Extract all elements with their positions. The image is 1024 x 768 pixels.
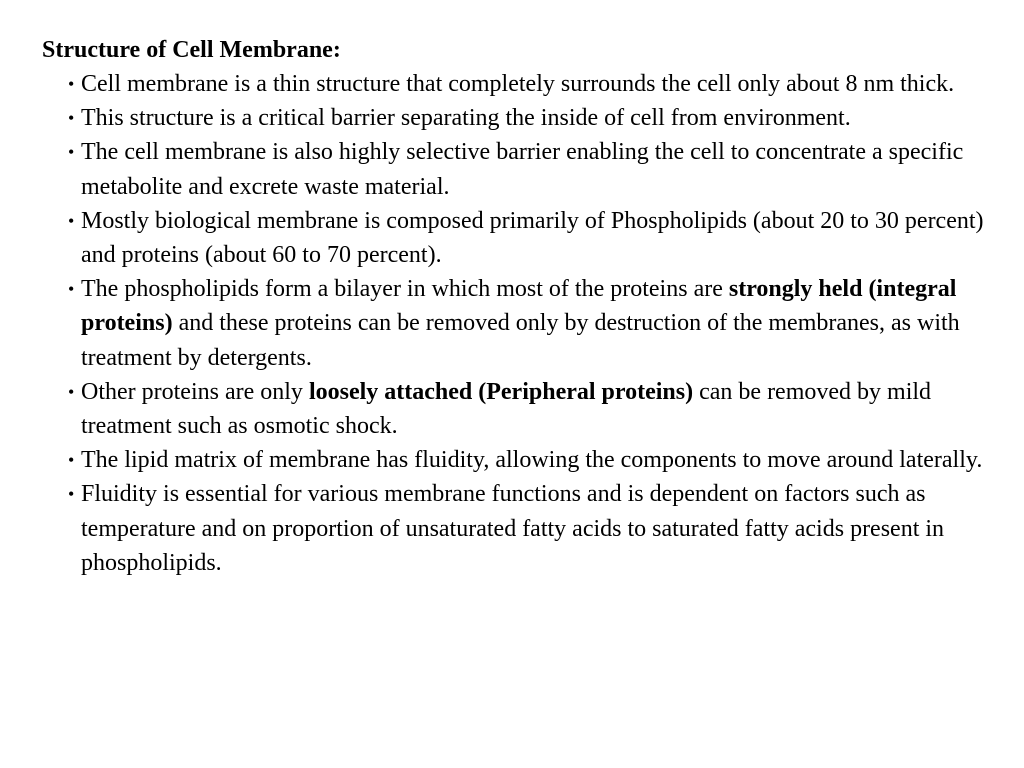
bullet-text: Fluidity is essential for various membrane functions and is dependent on factors such as temperature and on proportion of unsaturated fatty acids to saturated fatty acids present in phospholipids. [81,481,945,576]
bullet-dot-icon: • [68,381,75,402]
bullet-text: Other proteins are only [81,378,309,405]
bullet-text: and these proteins can be removed only by destruction of the membranes, as with treatment by detergents. [81,310,960,371]
bullet-item [0,375,986,443]
bullet-dot-icon: • [68,450,75,471]
bullet-item [0,67,986,101]
slide-title: Structure of Cell Membrane: [42,37,341,63]
bullet-text: Cell membrane is a thin structure that completely surrounds the cell only about 8 nm thick. [81,71,955,97]
bullet-text: The cell membrane is also highly selective barrier enabling the cell to concentrate a specific metabolite and excrete waste material. [81,139,964,200]
bullet-emphasis: loosely attached (Peripheral proteins) [308,378,694,405]
bullet-text: The phospholipids form a bilayer in which most of the proteins are [81,276,729,303]
bullet-item [0,204,986,272]
bullet-text: The lipid matrix of membrane has fluidity, allowing the components to move around laterally. [81,447,983,474]
bullet-item [0,272,986,375]
bullet-dot-icon: • [68,210,75,231]
bullet-item [0,101,986,135]
bullet-item [0,135,986,203]
bullet-text: can be removed by mild treatment such as osmotic shock. [81,378,932,440]
bullet-emphasis: strongly held (integral proteins) [81,276,957,337]
bullet-dot-icon: • [68,108,75,129]
bullet-item [0,477,986,580]
bullet-dot-icon: • [68,142,75,163]
bullet-list [0,67,1024,580]
bullet-text: Mostly biological membrane is composed primarily of Phospholipids (about 20 to 30 percent) and proteins (about 60 to 70 percent). [81,207,984,269]
bullet-text: This structure is a critical barrier separating the inside of cell from environment. [81,105,851,132]
bullet-dot-icon: • [68,484,75,505]
bullet-item [0,443,986,477]
bullet-dot-icon: • [68,74,75,94]
bullet-dot-icon: • [68,279,75,300]
